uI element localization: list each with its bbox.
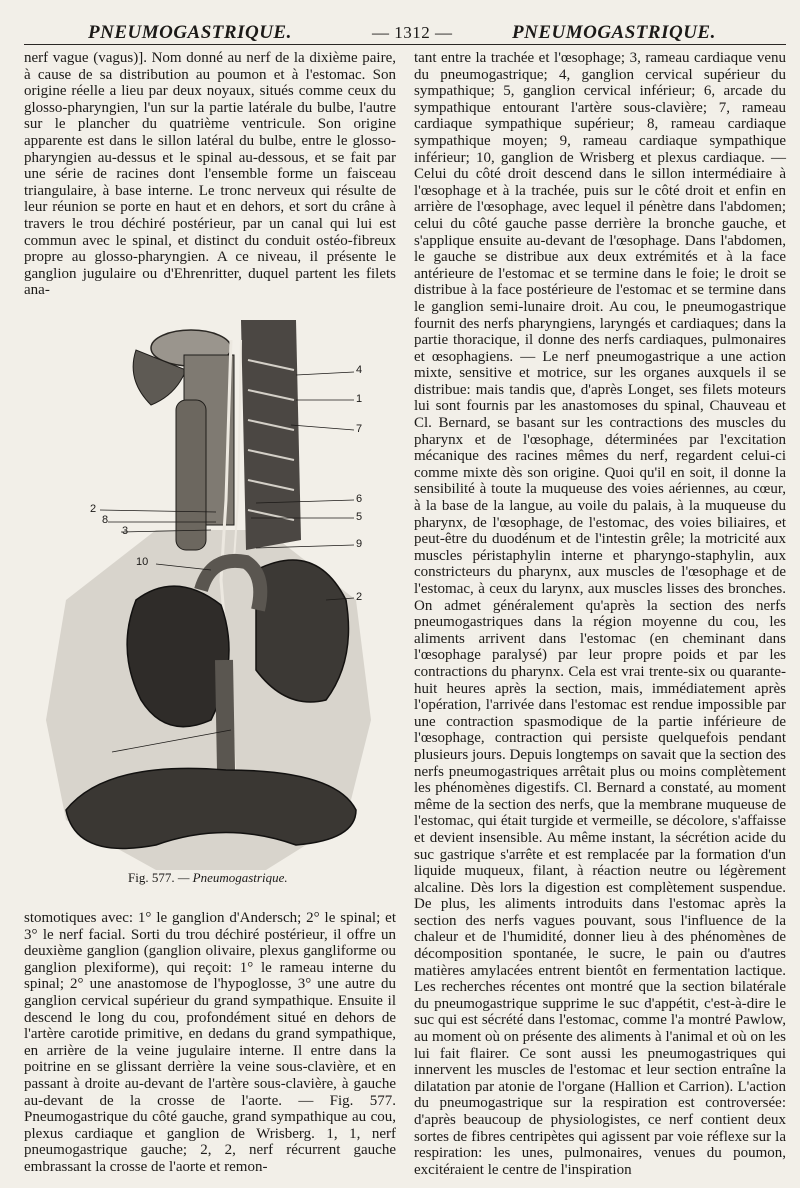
left-column-bottom-text: stomotiques avec: 1° le ganglion d'Andersch; 2° le spinal; et 3° le nerf facial. Sorti du trou déchiré postérieur, il offre un deuxième ganglion (ganglion olivaire, plexus gangliforme ou ganglion plexiforme), qui reçoit: 1° le rameau interne du spinal; 2° une anastomose de l'hypoglosse, 3° une autre du ganglion cervical supérieur du grand sympathique. Ensuite il descend le long du cou, profondément situé en dehors de l'artère carotide primitive, en dedans du grand sympathique, en arrière de la veine jugulaire interne. Il entre dans la poitrine en se glissant derrière la veine sous-clavière, et en passant à droite au-devant de l'artère sous-clavière, à gauche au-devant de la crosse de l'aorte. — Fig. 577. Pneumogastrique du côté gauche, grand sympathique au cou, plexus cardiaque et ganglion de Wrisberg. 1, 1, nerf pneumogastrique gauche; 2, 2, nerf récurrent gauche embrassant la crosse de l'aorte et remon- — [24, 910, 396, 1175]
esophagus — [224, 660, 226, 770]
sympathetic-trunk — [234, 340, 241, 560]
trachea — [176, 400, 206, 550]
header-rule — [24, 44, 786, 45]
left-column-top-text: nerf vague (vagus)]. Nom donné au nerf de la dixième paire, à cause de sa distribution au poumon et à l'estomac. Son origine réelle a lieu par deux noyaux, situés comme ceux du glosso-pharyngien, l'un sur la partie latérale du bulbe, l'autre sur le plancher du quatrième ventricule. Son origine apparente est dans le sillon latéral du bulbe, entre le glosso-pharyngien au-dessus et le spinal au-dessous, et se fait par une série de racines dont l'ensemble forme un faisceau triangulaire, à base interne. Le tronc nerveux qui résulte de leur réunion se porte en haut et en dehors, et sort du crâne à travers le trou déchiré postérieur, par un canal qui lui est commun avec le spinal, et distinct du conduit ostéo-fibreux propre au glosso-pharyngien. A ce niveau, il présente le ganglion jugulaire ou d'Ehrenritter, duquel partent les filets ana- — [24, 50, 396, 299]
figure-label: 4 — [356, 364, 363, 376]
right-column — [414, 50, 786, 1178]
figure-label: 7 — [356, 423, 363, 435]
page-number: — 1312 — — [372, 23, 453, 42]
page-header — [0, 8, 800, 44]
figure-label: 5 — [356, 511, 363, 523]
figure-label: 9 — [356, 538, 363, 550]
running-title-right: PNEUMOGASTRIQUE. — [512, 22, 716, 43]
anatomical-illustration — [26, 300, 396, 892]
figure-caption — [128, 870, 288, 886]
figure-label: 1 — [356, 393, 363, 405]
figure-caption-number: Fig. 577. — [128, 870, 175, 885]
left-column-bottom — [24, 910, 396, 1176]
figure-caption-text: — Pneumogastrique. — [177, 870, 288, 885]
figure-label: 8 — [102, 514, 109, 526]
left-column-top — [24, 50, 396, 299]
figure-label: 10 — [136, 556, 149, 568]
figure-label: 2 — [356, 591, 363, 603]
figure-label: 2 — [90, 503, 97, 515]
figure-577 — [26, 300, 396, 892]
figure-label: 6 — [356, 493, 363, 505]
left-lung — [256, 560, 349, 702]
right-column-text: tant entre la trachée et l'œsophage; 3, rameau cardiaque venu du pneumogastrique; 4, ganglion cervical supérieur du sympathique; 5, ganglion cervical inférieur; 6, arcade du sympathique entourant l'artère sous-clavière; 7, rameau cardiaque sympathique supérieur; 8, rameau cardiaque sympathique moyen; 9, rameau cardiaque sympathique inférieur; 10, ganglion de Wrisberg et plexus cardiaque. — Celui du côté droit descend dans le sillon intermédiaire à l'œsophage et à la trachée, puis sur le côté droit et enfin en arrière de l'œsophage, avec lequel il pénètre dans l'abdomen; celui du côté gauche passe derrière la bronche gauche, et s'applique ensuite au-devant de l'œsophage. Dans l'abdomen, le gauche se distribue aux deux extrémités et à la face antérieure de l'estomac et se termine dans le foie; le droit se distribue à la face postérieure de l'estomac et se termine dans le ganglion semi-lunaire droit. Au cou, le pneumogastrique fournit des nerfs pharyngiens, laryngés et cardiaques; dans la partie thoracique, il donne des nerfs cardiaques, pulmonaires et œsophagiens. — Le nerf pneumogastrique a une action mixte, sensitive et motrice, sur les organes auxquels il se distribue: mais tandis que, d'après Longet, ses filets moteurs lui sont fournis par les anastomoses du spinal, Chauveau et Cl. Bernard, se basant sur les contractions des muscles du pharynx et de l'œsophage, déterminées par l'excitation mécanique des racines mêmes du nerf, regardent celui-ci comme mixte dès son origine. Quoi qu'il en soit, il donne la sensibilité à toute la muqueuse des voies aériennes, au cœur, à la base de la langue, au voile du palais, à la muqueuse du pharynx, de l'œsophage, de l'estomac, des voies biliaires, et peut-être du duodénum et de l'intestin grêle; la motricité aux muscles péristaphylin interne et pharyngo-staphylin, aux constricteurs du pharynx, aux muscles de l'œsophage et de l'estomac, à ceux du larynx, aux muscles lisses des bronches. On admet généralement qu'après la section des nerfs pneumogastriques dans la région moyenne du cou, les aliments arrivent dans l'estomac (en cheminant dans l'œsophage paralysé) par leur propre poids et par les contractions du pharynx. Cela est vrai trente-six ou quarante-huit heures après la section, mais, immédiatement après l'opération, l'arrivée dans l'estomac est rendue impossible par une contraction spasmodique de la partie inférieure de l'œsophage, contraction qui persiste quelquefois pendant plusieurs jours. Depuis longtemps on savait que la section des nerfs pneumogastriques arrêtait plus ou moins complètement les phénomènes digestifs. Cl. Bernard a constaté, au moment même de la section des nerfs, que la membrane muqueuse de l'estomac, qui était turgide et vermeille, se décolore, s'affaisse et devient insensible. Au même instant, la sécrétion acide du suc gastrique s'arrête et est remplacée par la formation d'un liquide muqueux, filant, à réaction neutre ou légèrement alcaline. Dès lors la digestion est complètement suspendue. De plus, les aliments introduits dans l'estomac après la section des nerfs vagues pouvant, sous l'influence de la chaleur et de l'humidité, donner lieu à des phénomènes de décomposition spontanée, le sucre, le pain ou d'autres matières amylacées entrent bientôt en fermentation lactique. Les recherches récentes ont montré que la section bilatérale du pneumogastrique supprime le suc d'appétit, c'est-à-dire le suc qui est sécrété dans l'estomac, comme l'a montré Pawlow, au moment où on présente des aliments à l'animal et où on les lui fait flairer. Ce sont aussi les pneumogastriques qui innervent les muscles de l'estomac et leur section entraîne la dilatation par atonie de l'organe (Hallion et Carrion). L'action du pneumogastrique sur la respiration est controversée: d'après beaucoup de physiologistes, ce nerf contient deux sortes de fibres centripètes qui agissent par voie réflexe sur la respiration: les unes, pulmonaires, venues du poumon, excitéraient le centre de l'inspiration — [414, 50, 786, 1178]
running-title-left: PNEUMOGASTRIQUE. — [88, 22, 292, 43]
figure-label: 3 — [122, 525, 129, 537]
